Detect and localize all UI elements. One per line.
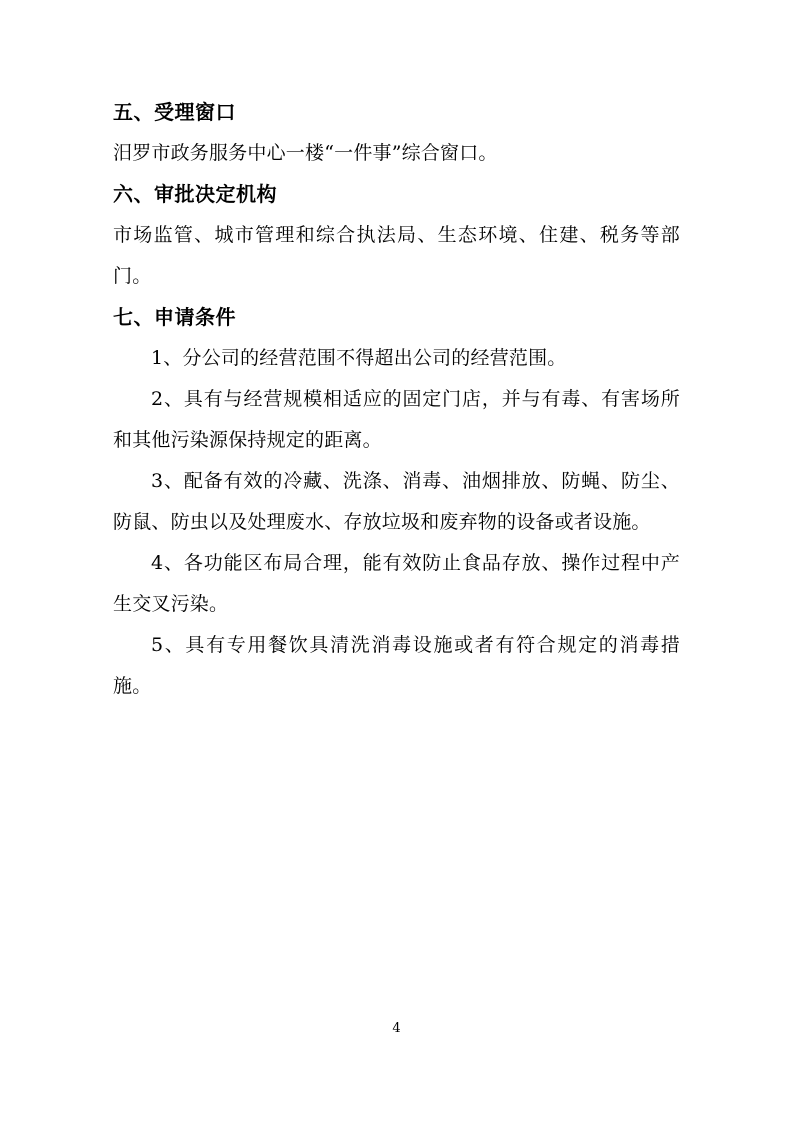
page-number: 4 xyxy=(392,1021,401,1036)
section-6-paragraph: 市场监管、城市管理和综合执法局、生态环境、住建、税务等部门。 xyxy=(113,224,680,287)
section-heading-6: 六、审批决定机构 xyxy=(113,182,277,206)
section-heading-7: 七、申请条件 xyxy=(113,305,236,329)
condition-item-1: 1、分公司的经营范围不得超出公司的经营范围。 xyxy=(151,347,567,369)
section-5-paragraph: 汨罗市政务服务中心一楼“一件事”综合窗口。 xyxy=(113,142,498,164)
section-heading-5: 五、受理窗口 xyxy=(113,100,236,124)
condition-item-3: 3、配备有效的冷藏、洗涤、消毒、油烟排放、防蝇、防尘、防鼠、防虫以及处理废水、存放垃圾和废弃物的设备或者设施。 xyxy=(113,470,680,533)
condition-item-2: 2、具有与经营规模相适应的固定门店，并与有毒、有害场所和其他污染源保持规定的距离。 xyxy=(113,388,680,451)
condition-item-4: 4、各功能区布局合理，能有效防止食品存放、操作过程中产生交叉污染。 xyxy=(113,552,680,615)
condition-item-5: 5、具有专用餐饮具清洗消毒设施或者有符合规定的消毒措施。 xyxy=(113,634,680,697)
document-body xyxy=(113,92,680,707)
